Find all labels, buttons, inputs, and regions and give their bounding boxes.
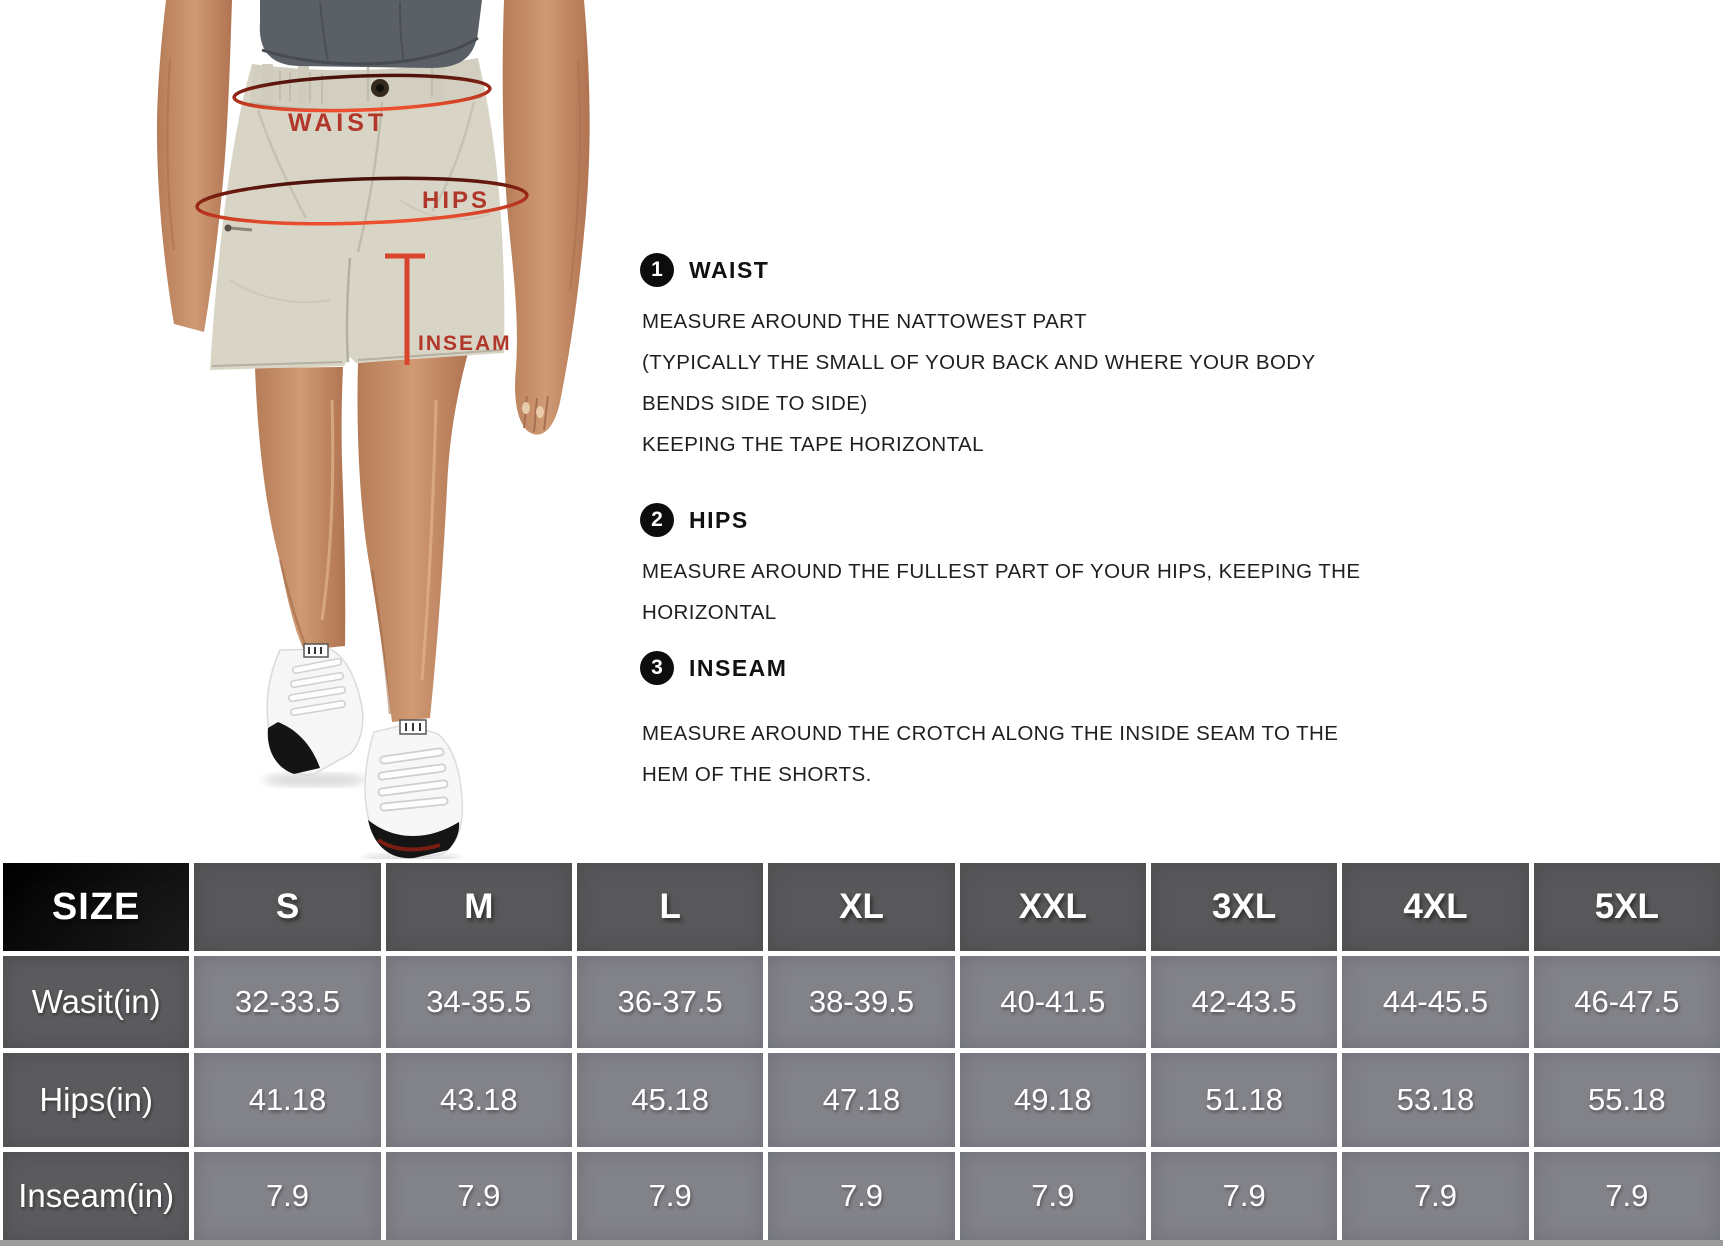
value-cell: 34-35.5 xyxy=(386,956,572,1048)
row-label-inseam: Inseam(in) xyxy=(3,1152,189,1240)
step-2-badge: 2 xyxy=(640,503,674,537)
value-cell: 7.9 xyxy=(1151,1152,1337,1240)
waist-annotation-label: WAIST xyxy=(288,109,388,137)
instruction-title-inseam: INSEAM xyxy=(689,654,788,681)
left-sneaker xyxy=(267,644,363,775)
inseam-annotation-label: INSEAM xyxy=(418,332,512,355)
instruction-title-waist: WAIST xyxy=(689,256,770,283)
header-cell-l: L xyxy=(577,863,763,951)
value-cell: 45.18 xyxy=(577,1053,763,1147)
header-cell-m: M xyxy=(386,863,572,951)
value-cell: 7.9 xyxy=(768,1152,954,1240)
size-header-cell: SIZE xyxy=(3,863,189,951)
instruction-line: HORIZONTAL xyxy=(642,601,777,624)
measurement-instructions xyxy=(640,0,1400,860)
value-cell: 40-41.5 xyxy=(960,956,1146,1048)
header-cell-s: S xyxy=(194,863,380,951)
value-cell: 44-45.5 xyxy=(1342,956,1528,1048)
value-cell: 7.9 xyxy=(1342,1152,1528,1240)
instruction-line: MEASURE AROUND THE FULLEST PART OF YOUR HIPS, KEEPING THE xyxy=(642,560,1361,583)
value-cell: 7.9 xyxy=(577,1152,763,1240)
shirt xyxy=(260,0,482,68)
value-cell: 7.9 xyxy=(194,1152,380,1240)
value-cell: 49.18 xyxy=(960,1053,1146,1147)
header-cell-5xl: 5XL xyxy=(1534,863,1720,951)
instruction-title-hips: HIPS xyxy=(689,506,749,533)
instruction-line: HEM OF THE SHORTS. xyxy=(642,763,872,786)
row-label-waist: Wasit(in) xyxy=(3,956,189,1048)
value-cell: 55.18 xyxy=(1534,1053,1720,1147)
instruction-line: BENDS SIDE TO SIDE) xyxy=(642,392,868,415)
right-arm xyxy=(503,0,590,435)
model-photo xyxy=(100,0,620,870)
row-label-hips: Hips(in) xyxy=(3,1053,189,1147)
instruction-line: MEASURE AROUND THE NATTOWEST PART xyxy=(642,310,1087,333)
value-cell: 32-33.5 xyxy=(194,956,380,1048)
value-cell: 41.18 xyxy=(194,1053,380,1147)
size-chart-table xyxy=(0,859,1723,1240)
header-cell-4xl: 4XL xyxy=(1342,863,1528,951)
value-cell: 46-47.5 xyxy=(1534,956,1720,1048)
instruction-line: MEASURE AROUND THE CROTCH ALONG THE INSIDE SEAM TO THE xyxy=(642,722,1339,745)
shoe-shadow xyxy=(263,773,367,787)
table-bottom-edge xyxy=(0,1240,1723,1246)
header-cell-xxl: XXL xyxy=(960,863,1146,951)
step-1-badge: 1 xyxy=(640,253,674,287)
value-cell: 47.18 xyxy=(768,1053,954,1147)
instruction-line: KEEPING THE TAPE HORIZONTAL xyxy=(642,433,984,456)
value-cell: 51.18 xyxy=(1151,1053,1337,1147)
value-cell: 7.9 xyxy=(1534,1152,1720,1240)
value-cell: 53.18 xyxy=(1342,1053,1528,1147)
instruction-line: (TYPICALLY THE SMALL OF YOUR BACK AND WHERE YOUR BODY xyxy=(642,351,1316,374)
header-cell-xl: XL xyxy=(768,863,954,951)
value-cell: 42-43.5 xyxy=(1151,956,1337,1048)
instruction-waist xyxy=(640,252,1316,465)
value-cell: 36-37.5 xyxy=(577,956,763,1048)
value-cell: 7.9 xyxy=(960,1152,1146,1240)
value-cell: 7.9 xyxy=(386,1152,572,1240)
hips-annotation-label: HIPS xyxy=(422,187,491,214)
instruction-inseam xyxy=(640,650,1338,795)
header-cell-3xl: 3XL xyxy=(1151,863,1337,951)
right-sneaker xyxy=(365,720,462,858)
instruction-hips xyxy=(640,502,1360,633)
step-3-badge: 3 xyxy=(640,651,674,685)
value-cell: 43.18 xyxy=(386,1053,572,1147)
value-cell: 38-39.5 xyxy=(768,956,954,1048)
